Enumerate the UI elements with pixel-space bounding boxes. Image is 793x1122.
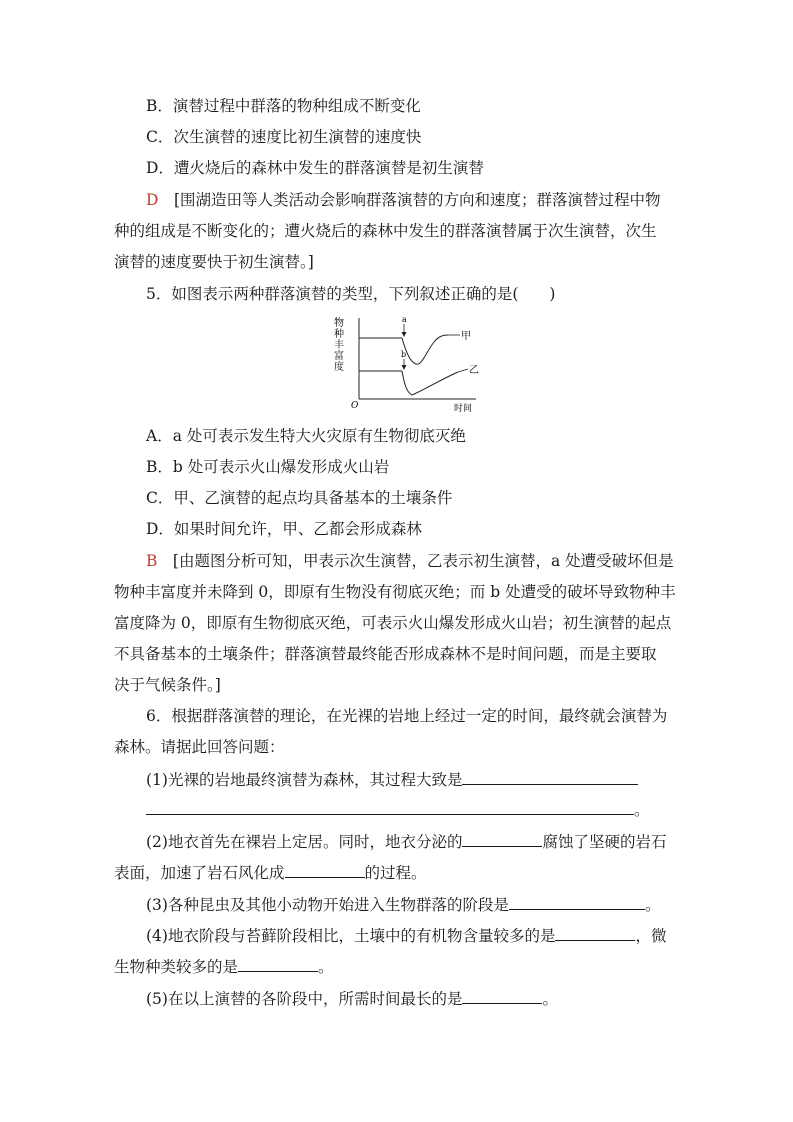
q6-part-3 bbox=[146, 893, 660, 915]
q6-blank-4b[interactable] bbox=[238, 955, 318, 972]
q6-part-3-text: (3)各种昆虫及其他小动物开始进入生物群落的阶段是 bbox=[146, 896, 509, 914]
q6-stem-line-1: 6．根据群落演替的理论，在光裸的岩地上经过一定的时间，最终就会演替为 bbox=[146, 707, 668, 725]
q6-blank-3[interactable] bbox=[509, 893, 645, 910]
q4-option-d: D．遭火烧后的森林中发生的群落演替是初生演替 bbox=[146, 159, 484, 177]
q5-answer-text-1: [由题图分析可知，甲表示次生演替，乙表示初生演替，a 处遭受破坏但是 bbox=[172, 552, 674, 570]
q6-part-2-text-a: (2)地衣首先在裸岩上定居。同时，地衣分泌的 bbox=[146, 833, 463, 851]
q5-option-a: A．a 处可表示发生特大火灾原有生物彻底灭绝 bbox=[146, 427, 466, 445]
q5-answer-letter: B bbox=[146, 552, 158, 570]
q6-blank-1b[interactable] bbox=[146, 798, 634, 815]
q6-part-1-end: 。 bbox=[634, 801, 650, 819]
figure-ylabel-1: 物 bbox=[334, 318, 344, 329]
q6-blank-1a[interactable] bbox=[462, 768, 638, 785]
q6-part-4 bbox=[146, 924, 666, 946]
figure-curve-yi bbox=[402, 371, 458, 395]
q4-option-b: B．演替过程中群落的物种组成不断变化 bbox=[146, 97, 421, 115]
q6-part-2-text-c: 表面，加速了岩石风化成 bbox=[114, 864, 285, 882]
q5-answer-line-5: 决于气候条件。] bbox=[114, 676, 221, 694]
q4-answer-letter: D bbox=[146, 191, 159, 209]
q6-part-4-text-a: (4)地衣阶段与苔藓阶段相比，土壤中的有机物含量较多的是 bbox=[146, 927, 556, 945]
q5-answer-line-3: 富度降为 0，即原有生物彻底灭绝，可表示火山爆发形成火山岩；初生演替的起点 bbox=[114, 614, 672, 632]
q5-answer-line-1 bbox=[146, 551, 674, 571]
succession-figure bbox=[330, 312, 490, 417]
q5-option-d: D．如果时间允许，甲、乙都会形成森林 bbox=[146, 520, 422, 538]
q5-stem: 5．如图表示两种群落演替的类型，下列叙述正确的是( ) bbox=[146, 285, 556, 303]
q6-blank-2b[interactable] bbox=[285, 861, 365, 878]
q4-option-c: C．次生演替的速度比初生演替的速度快 bbox=[146, 128, 422, 146]
q6-part-4-text-c: 生物种类较多的是 bbox=[114, 958, 239, 976]
q5-option-c: C．甲、乙演替的起点均具备基本的土壤条件 bbox=[146, 489, 453, 507]
figure-ylabel-3: 丰 bbox=[334, 340, 344, 351]
figure-series-yi: 乙 bbox=[469, 365, 479, 376]
figure-leader-yi bbox=[458, 369, 468, 372]
figure-label-a: a bbox=[402, 315, 407, 324]
figure-arrow-a-head bbox=[402, 332, 407, 337]
figure-arrow-b-head bbox=[402, 365, 407, 370]
figure-origin: O bbox=[351, 401, 359, 411]
q6-part-4-continued bbox=[114, 955, 334, 977]
q6-part-1 bbox=[146, 768, 638, 790]
q6-part-5-text: (5)在以上演替的各阶段中，所需时间最长的是 bbox=[146, 990, 463, 1008]
figure-ylabel-4: 富 bbox=[334, 351, 344, 362]
q6-part-4-text-b: ，微 bbox=[635, 927, 667, 945]
q6-blank-2a[interactable] bbox=[462, 830, 542, 847]
figure-ylabel-5: 度 bbox=[334, 362, 344, 373]
figure-label-b: b bbox=[401, 350, 407, 359]
q6-blank-4a[interactable] bbox=[555, 924, 635, 941]
q4-answer-line-2: 种的组成是不断变化的；遭火烧后的森林中发生的群落演替属于次生演替，次生 bbox=[114, 222, 657, 240]
figure-series-jia: 甲 bbox=[461, 331, 471, 342]
q6-part-2-text-d: 的过程。 bbox=[364, 864, 427, 882]
figure-ylabel-2: 种 bbox=[334, 329, 344, 340]
q4-answer-line-1 bbox=[146, 190, 661, 210]
q5-answer-line-4: 不具备基本的土壤条件；群落演替最终能否形成森林不是时间问题，而是主要取 bbox=[114, 645, 657, 663]
q6-part-1-text: (1)光裸的岩地最终演替为森林，其过程大致是 bbox=[146, 771, 463, 789]
q4-answer-text-1: [围湖造田等人类活动会影响群落演替的方向和速度；群落演替过程中物 bbox=[173, 191, 661, 209]
q6-part-5-end: 。 bbox=[542, 990, 558, 1008]
figure-curve-jia bbox=[402, 335, 448, 364]
q6-part-4-text-d: 。 bbox=[318, 958, 334, 976]
q6-part-2-text-b: 腐蚀了坚硬的岩石 bbox=[542, 833, 667, 851]
figure-xlabel: 时间 bbox=[454, 404, 473, 414]
q6-part-2 bbox=[146, 830, 666, 852]
q6-part-5 bbox=[146, 987, 558, 1009]
q6-part-2-continued bbox=[114, 861, 427, 883]
q6-part-1-continued bbox=[146, 798, 650, 820]
q6-part-3-end: 。 bbox=[644, 896, 661, 914]
q4-answer-line-3: 演替的速度要快于初生演替。] bbox=[114, 253, 314, 271]
q6-blank-5[interactable] bbox=[462, 987, 542, 1004]
q5-answer-line-2: 物种丰富度并未降到 0，即原有生物没有彻底灭绝；而 b 处遭受的破坏导致物种丰 bbox=[114, 583, 676, 601]
q5-option-b: B．b 处可表示火山爆发形成火山岩 bbox=[146, 458, 390, 476]
q6-stem-line-2: 森林。请据此回答问题： bbox=[114, 738, 285, 756]
